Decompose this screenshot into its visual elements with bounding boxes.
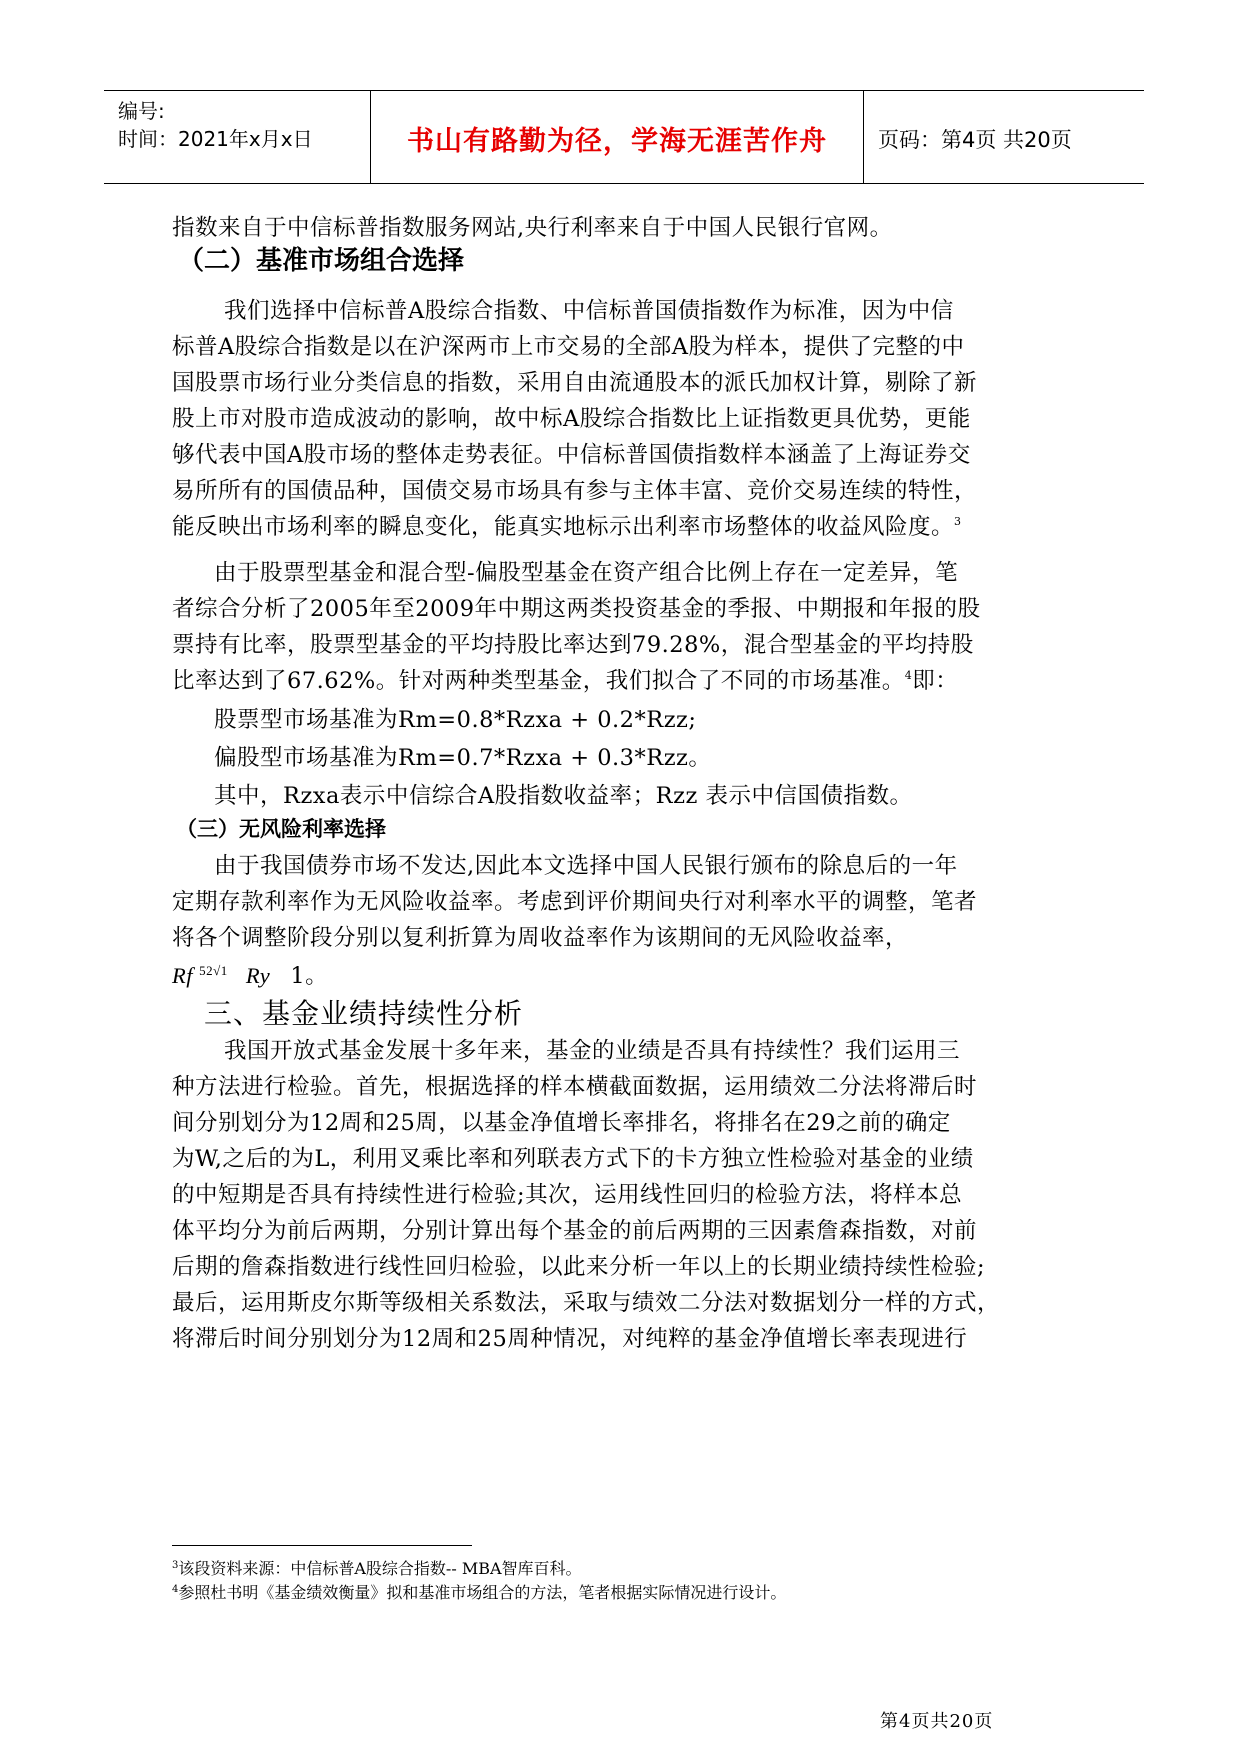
header-motto-cell (370, 91, 864, 183)
paragraph-line: 易所所有的国债品种，国债交易市场具有参与主体丰富、竞价交易连续的特性， (172, 478, 978, 504)
footnote-3 (172, 1556, 582, 1579)
paragraph-text: 能反映出市场利率的瞬息变化，能真实地标示出利率市场整体的收益风险度。 (172, 514, 955, 540)
paragraph-line: 为W,之后的为L，利用叉乘比率和列联表方式下的卡方独立性检验对基金的业绩 (172, 1146, 974, 1172)
paragraph-line: 体平均分为前后两期，分别计算出每个基金的前后两期的三因素詹森指数，对前 (172, 1218, 978, 1244)
paragraph-line: 后期的詹森指数进行线性回归检验，以此来分析一年以上的长期业绩持续性检验; (172, 1254, 986, 1280)
paragraph-line: 由于我国债券市场不发达,因此本文选择中国人民银行颁布的除息后的一年 (214, 853, 958, 879)
paragraph-line: 指数来自于中信标普指数服务网站,央行利率来自于中国人民银行官网。 (172, 215, 893, 241)
paragraph-line: 够代表中国A股市场的整体走势表征。中信标普国债指数样本涵盖了上海证券交 (172, 442, 971, 468)
footnote-4 (172, 1580, 786, 1603)
page-footer-number: 第4页共20页 (880, 1711, 994, 1732)
paragraph-line: 国股票市场行业分类信息的指数，采用自由流通股本的派氏加权计算，剔除了新 (172, 370, 978, 396)
section-heading-benchmark: （二）基准市场组合选择 (178, 246, 465, 276)
paragraph-line: 者综合分析了2005年至2009年中期这两类投资基金的季报、中期报和年报的股 (172, 596, 981, 622)
equation-stock-benchmark: 股票型市场基准为Rm=0.8*Rzxa + 0.2*Rzz; (214, 707, 697, 733)
footnote-ref-3: 3 (954, 515, 962, 528)
paragraph-text: 比率达到了67.62%。针对两种类型基金，我们拟合了不同的市场基准。 (172, 668, 905, 694)
paragraph-line: 票持有比率，股票型基金的平均持股比率达到79.28%，混合型基金的平均持股 (172, 632, 974, 658)
paragraph-line: 股上市对股市造成波动的影响，故中标A股综合指数比上证指数更具优势，更能 (172, 406, 971, 432)
formula-root: 52√1 (199, 963, 228, 978)
paragraph-line (172, 509, 962, 541)
riskfree-formula (172, 958, 328, 990)
footnote-mark: 3 (172, 1560, 179, 1571)
paragraph-line: 的中短期是否具有持续性进行检验;其次，运用线性回归的检验方法，将样本总 (172, 1182, 963, 1208)
document-time-label: 时间：2021年x月x日 (118, 127, 313, 151)
formula-ry: Ry (245, 963, 271, 988)
header-page-cell (864, 91, 1144, 183)
footnote-text: 该段资料来源：中信标普A股综合指数-- MBA智库百科。 (178, 1559, 582, 1578)
section-heading-persistence: 三、基金业绩持续性分析 (204, 997, 524, 1030)
paragraph-line: 定期存款利率作为无风险收益率。考虑到评价期间央行对利率水平的调整，笔者 (172, 889, 978, 915)
paragraph-line (172, 663, 958, 695)
footnote-divider (172, 1545, 472, 1546)
paragraph-line: 最后，运用斯皮尔斯等级相关系数法，采取与绩效二分法对数据划分一样的方式， (172, 1290, 1001, 1316)
page-header (104, 90, 1144, 184)
equation-explanation: 其中，Rzxa表示中信综合A股指数收益率；Rzz 表示中信国债指数。 (214, 783, 913, 809)
paragraph-line: 我国开放式基金发展十多年来，基金的业绩是否具有持续性？我们运用三 (224, 1038, 961, 1064)
footnote-ref-4: 4 (904, 669, 913, 682)
footnote-text: 参照杜书明《基金绩效衡量》拟和基准市场组合的方法，笔者根据实际情况进行设计。 (178, 1583, 787, 1602)
paragraph-line: 将滞后时间分别划分为12周和25周种情况，对纯粹的基金净值增长率表现进行 (172, 1326, 968, 1352)
paragraph-line: 种方法进行检验。首先，根据选择的样本横截面数据，运用绩效二分法将滞后时 (172, 1074, 978, 1100)
paragraph-line: 我们选择中信标普A股综合指数、中信标普国债指数作为标准，因为中信 (224, 298, 954, 324)
formula-rf: Rf (172, 963, 193, 988)
footnote-mark: 4 (172, 1584, 179, 1595)
formula-tail: 1。 (290, 963, 329, 989)
header-motto: 书山有路勤为径，学海无涯苦作舟 (407, 126, 827, 157)
paragraph-line: 由于股票型基金和混合型-偏股型基金在资产组合比例上存在一定差异，笔 (214, 560, 959, 586)
header-page-number: 页码：第4页 共20页 (878, 128, 1072, 152)
document-number-label: 编号: (118, 99, 165, 123)
paragraph-line: 间分别划分为12周和25周，以基金净值增长率排名，将排名在29之前的确定 (172, 1110, 951, 1136)
section-heading-riskfree: （三）无风险利率选择 (176, 817, 386, 841)
paragraph-line: 将各个调整阶段分别以复利折算为周收益率作为该期间的无风险收益率， (172, 925, 909, 951)
paragraph-line: 标普A股综合指数是以在沪深两市上市交易的全部A股为样本，提供了完整的中 (172, 334, 965, 360)
header-meta-cell (104, 91, 370, 183)
paragraph-text: 即： (912, 668, 959, 694)
equation-hybrid-benchmark: 偏股型市场基准为Rm=0.7*Rzxa + 0.3*Rzz。 (214, 745, 712, 771)
